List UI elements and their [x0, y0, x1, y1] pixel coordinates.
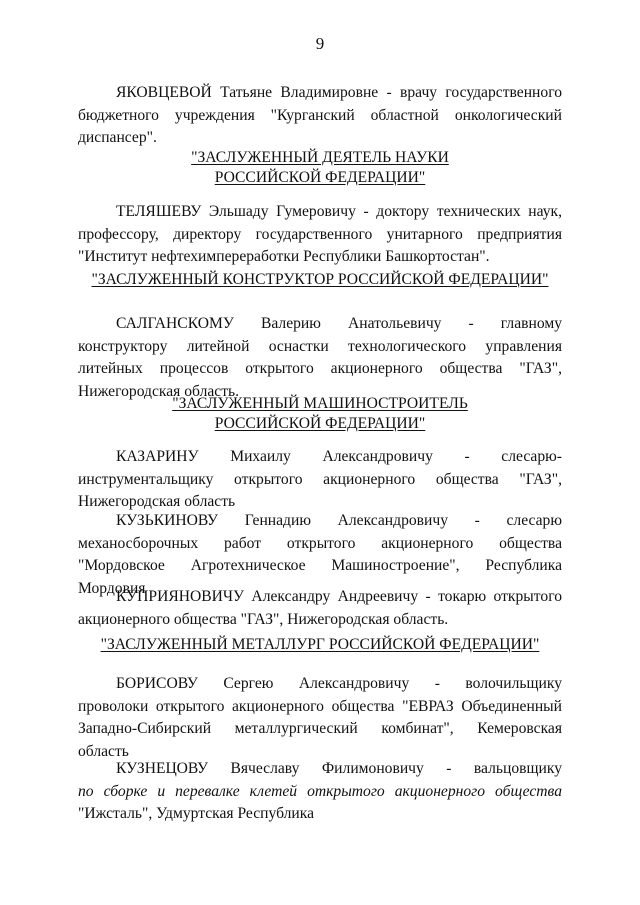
text-line: ЯКОВЦЕВОЙ Татьяне Владимировне - врачу государственного	[116, 84, 562, 101]
text-line: по сборке и перевалке клетей открытого акционерного общества	[78, 782, 562, 800]
text-line: Мордовия	[78, 579, 146, 597]
award-entry-yakovtseva	[78, 82, 562, 150]
award-entry-kuznetsov	[78, 758, 562, 826]
award-entry-salgansky	[78, 313, 562, 403]
award-entry-kazarin	[78, 446, 562, 514]
text-line: литейных процессов открытого акционерного общества "ГАЗ",	[78, 360, 562, 378]
heading-line: "ЗАСЛУЖЕННЫЙ ДЕЯТЕЛЬ НАУКИ	[191, 149, 449, 166]
heading-line: РОССИЙСКОЙ ФЕДЕРАЦИИ"	[214, 415, 426, 432]
text-line: диспансер".	[78, 129, 157, 147]
text-line: профессору, директору государственного унитарного предприятия	[78, 225, 562, 243]
heading-line: "ЗАСЛУЖЕННЫЙ МАШИНОСТРОИТЕЛЬ	[172, 395, 468, 412]
text-line: БОРИСОВУ Сергею Александровичу - волочильщику	[116, 675, 562, 692]
award-entry-borisov	[78, 673, 562, 763]
text-line: проволоки открытого акционерного общества "ЕВРАЗ Объединенный	[78, 697, 562, 715]
text-line: акционерного общества "ГАЗ", Нижегородская область.	[78, 610, 449, 628]
text-line: КУЗНЕЦОВУ Вячеславу Филимоновичу - вальцовщику	[116, 760, 562, 777]
text-line: механосборочных работ открытого акционерного общества	[78, 534, 562, 552]
heading-line: "ЗАСЛУЖЕННЫЙ МЕТАЛЛУРГ РОССИЙСКОЙ ФЕДЕРАЦИИ"	[100, 636, 540, 653]
text-line: КУПРИЯНОВИЧУ Александру Андреевичу - токарю открытого	[116, 588, 562, 605]
section-heading-science	[0, 148, 640, 188]
text-line: "Ижсталь", Удмуртская Республика	[78, 805, 315, 823]
text-line: Нижегородская область	[78, 493, 236, 511]
text-line: конструктору литейной оснастки технологического управления	[78, 337, 562, 355]
section-heading-machine-builder	[0, 394, 640, 434]
text-line: "Институт нефтехимпереработки Республики Башкортостан".	[78, 248, 490, 266]
text-line: инструментальщику открытого акционерного общества "ГАЗ",	[78, 470, 562, 488]
text-line: КУЗЬКИНОВУ Геннадию Александровичу - слесарю	[116, 512, 562, 529]
heading-line: "ЗАСЛУЖЕННЫЙ КОНСТРУКТОР РОССИЙСКОЙ ФЕДЕРАЦИИ"	[91, 271, 549, 288]
text-line: Западно-Сибирский металлургический комбинат", Кемеровская	[78, 720, 562, 738]
text-line: "Мордовское Агротехническое Машиностроение", Республика	[78, 557, 562, 575]
page-number: 9	[315, 34, 325, 53]
text-line: ТЕЛЯШЕВУ Эльшаду Гумеровичу - доктору технических наук,	[116, 203, 562, 220]
section-heading-metallurgist	[0, 635, 640, 655]
text-line: область	[78, 742, 129, 760]
section-heading-constructor	[0, 270, 640, 290]
award-entry-kupriyanovich	[78, 586, 562, 631]
award-entry-telyashev	[78, 201, 562, 269]
text-line: КАЗАРИНУ Михаилу Александровичу - слесарю-	[116, 448, 562, 465]
text-line: бюджетного учреждения "Курганский областной онкологический	[78, 106, 562, 124]
text-line: САЛГАНСКОМУ Валерию Анатольевичу - главному	[116, 315, 562, 332]
heading-line: РОССИЙСКОЙ ФЕДЕРАЦИИ"	[214, 169, 426, 186]
text-line: Нижегородская область.	[78, 382, 240, 400]
